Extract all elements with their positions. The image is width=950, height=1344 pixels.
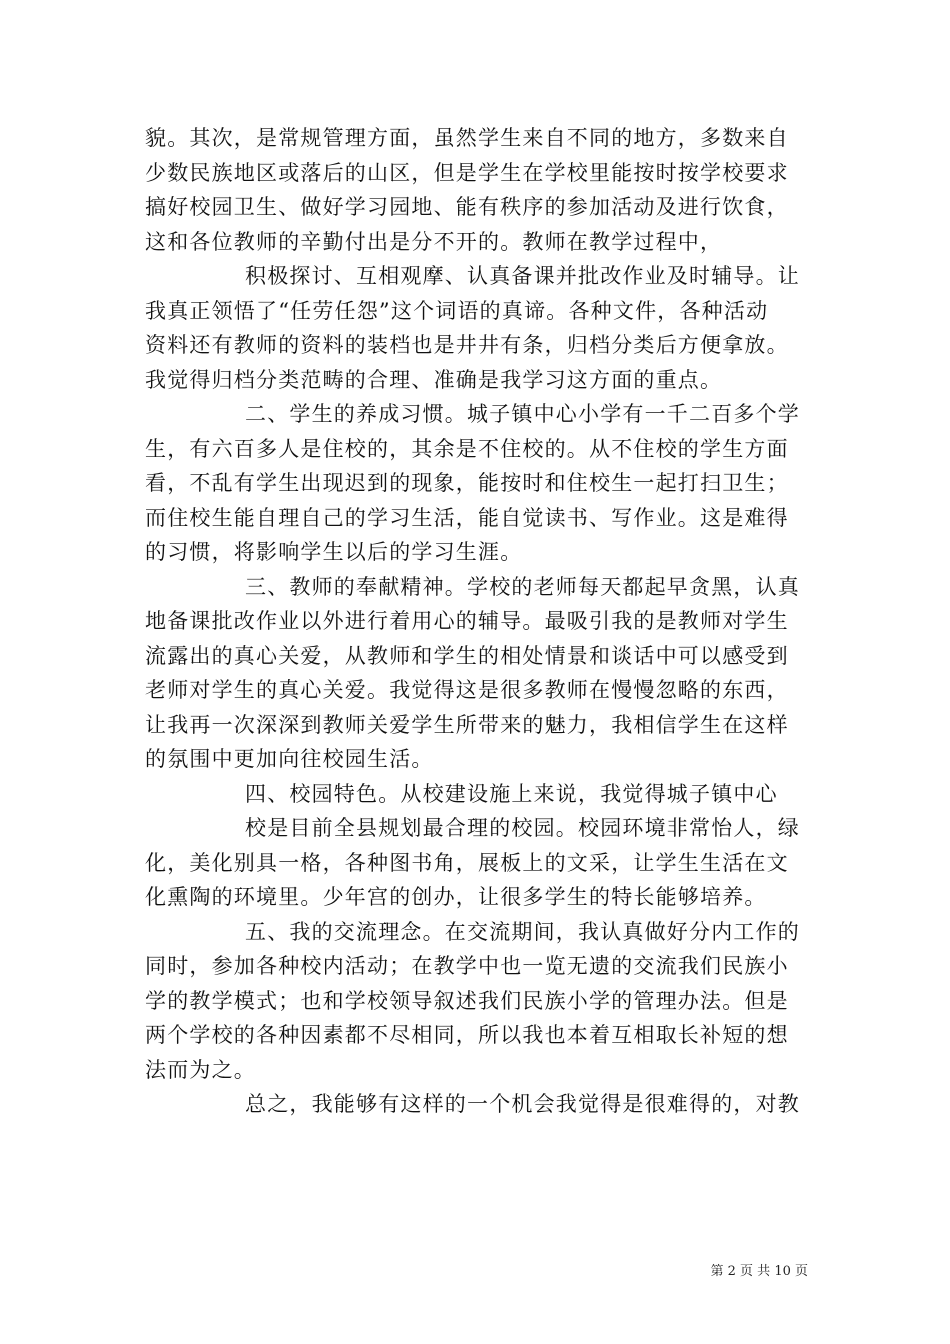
- text-line: 积极探讨、互相观摩、认真备课并批改作业及时辅导。让: [245, 264, 800, 288]
- text-line: 少数民族地区或落后的山区，但是学生在学校里能按时按学校要求: [145, 160, 789, 185]
- text-line: 化熏陶的环境里。少年宫的创办，让很多学生的特长能够培养。: [145, 885, 767, 909]
- text-line: 流露出的真心关爱，从教师和学生的相处情景和谈话中可以感受到: [145, 643, 789, 668]
- text-line: 总之，我能够有这样的一个机会我觉得是很难得的，对教: [245, 1092, 800, 1116]
- page-number-footer: 第 2 页 共 10 页: [710, 1264, 808, 1279]
- text-line: 生，有六百多人是住校的，其余是不住校的。从不住校的学生方面: [145, 436, 789, 461]
- text-line: 的习惯，将影响学生以后的学习生涯。: [145, 540, 523, 564]
- text-line: 地备课批改作业以外进行着用心的辅导。最吸引我的是教师对学生: [145, 609, 789, 633]
- text-line: 校是目前全县规划最合理的校园。校园环境非常怡人，绿: [245, 816, 800, 840]
- document-body: [145, 121, 810, 1122]
- text-line: 搞好校园卫生、做好学习园地、能有秩序的参加活动及进行饮食，: [145, 195, 789, 219]
- text-line: 同时，参加各种校内活动；在教学中也一览无遗的交流我们民族小: [145, 954, 789, 978]
- text-line: 看，不乱有学生出现迟到的现象，能按时和住校生一起打扫卫生；: [145, 471, 789, 495]
- text-line: 让我再一次深深到教师关爱学生所带来的魅力，我相信学生在这样: [145, 712, 789, 737]
- section-heading-line: 二、学生的养成习惯。城子镇中心小学有一千二百多个学: [245, 402, 800, 426]
- text-line: 我真正领悟了“任劳任怨”这个词语的真谛。各种文件，各种活动: [145, 298, 769, 323]
- text-line: 两个学校的各种因素都不尽相同，所以我也本着互相取长补短的想: [145, 1023, 789, 1047]
- section-heading-line: 三、教师的奉献精神。学校的老师每天都起早贪黑，认真: [245, 574, 800, 599]
- text-line: 我觉得归档分类范畴的合理、准确是我学习这方面的重点。: [145, 367, 723, 392]
- text-line: 老师对学生的真心关爱。我觉得这是很多教师在慢慢忽略的东西，: [145, 678, 789, 702]
- text-line: 这和各位教师的辛勤付出是分不开的。教师在教学过程中，: [145, 229, 723, 254]
- section-heading-line: 五、我的交流理念。在交流期间，我认真做好分内工作的: [245, 919, 800, 944]
- text-line: 貌。其次，是常规管理方面，虽然学生来自不同的地方，多数来自: [145, 126, 789, 150]
- text-line: 学的教学模式；也和学校领导叙述我们民族小学的管理办法。但是: [145, 988, 789, 1013]
- text-line: 化，美化别具一格，各种图书角，展板上的文采，让学生生活在文: [145, 850, 789, 875]
- text-line: 而住校生能自理自己的学习生活，能自觉读书、写作业。这是难得: [145, 505, 789, 530]
- text-line: 的氛围中更加向往校园生活。: [145, 747, 434, 771]
- text-line: 法而为之。: [145, 1057, 256, 1082]
- text-line: 资料还有教师的资料的装档也是井井有条，归档分类后方便拿放。: [145, 333, 789, 357]
- section-heading-line: 四、校园特色。从校建设施上来说，我觉得城子镇中心: [245, 781, 778, 806]
